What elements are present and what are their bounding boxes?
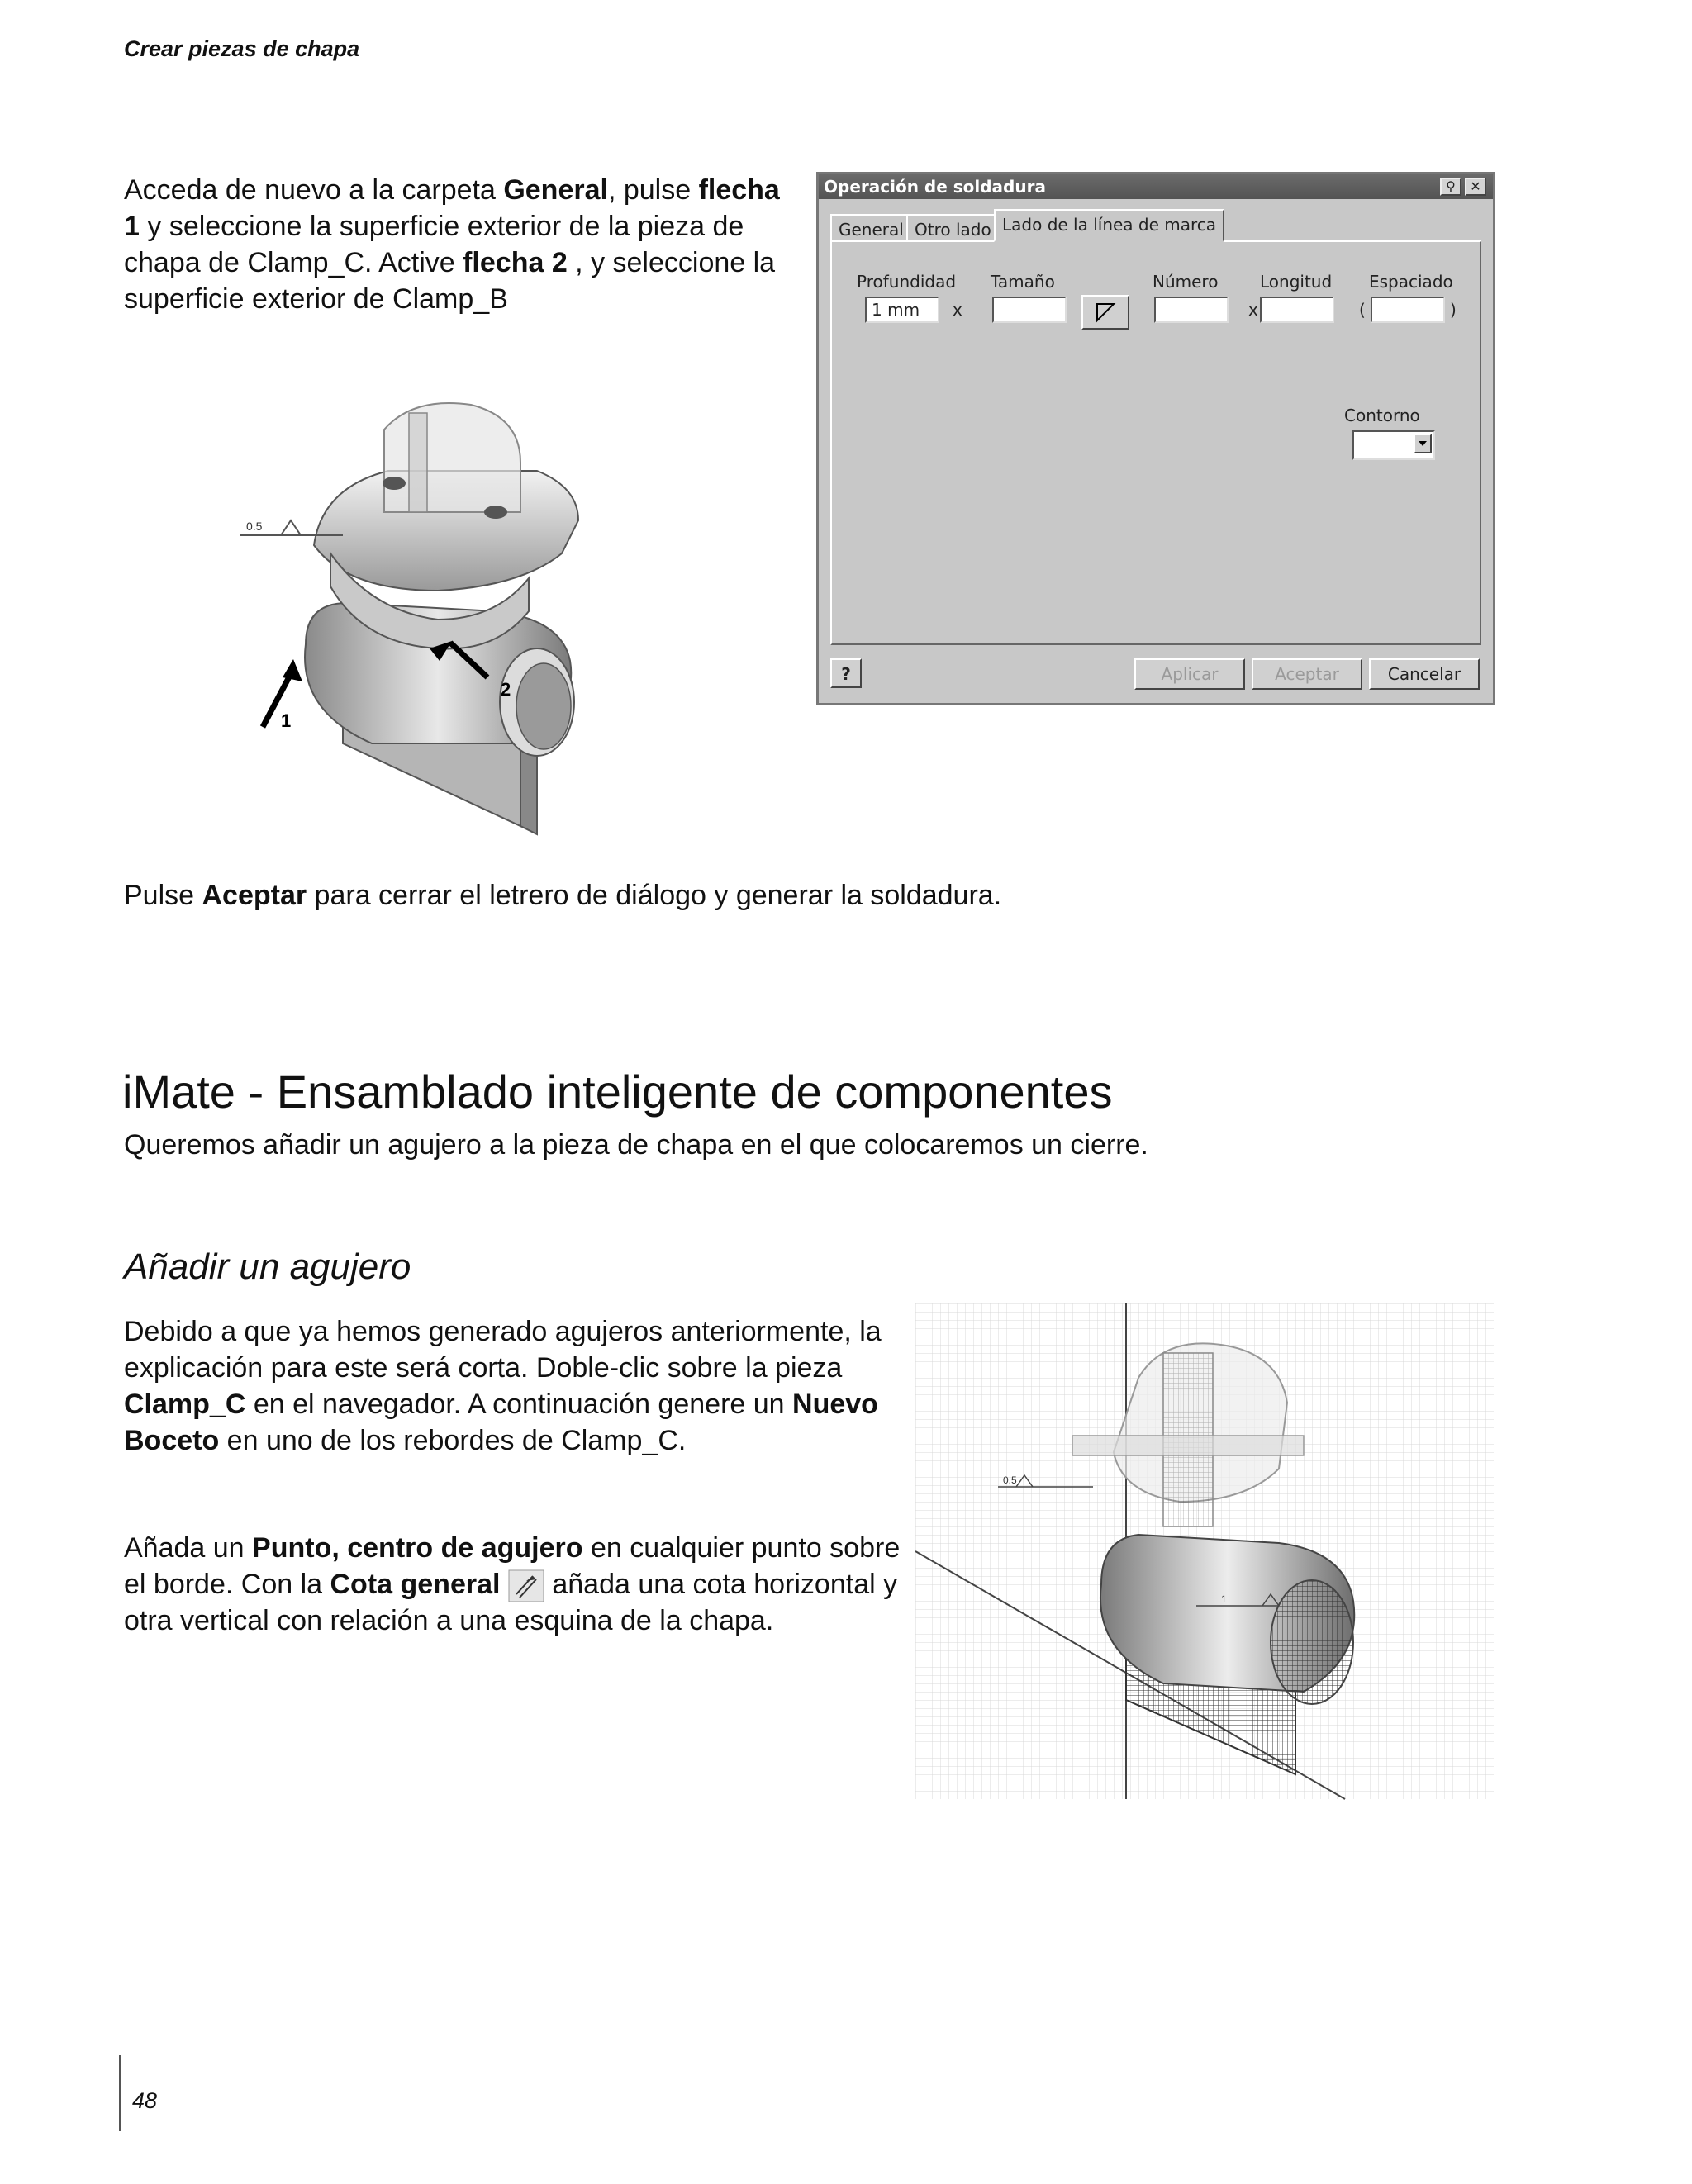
hole-paragraph-2 — [124, 1530, 901, 1639]
sketch-dim-label-a: 0.5 — [1003, 1474, 1017, 1486]
bold-term: Clamp_C — [124, 1389, 246, 1420]
bold-term: Aceptar — [202, 880, 307, 911]
weld-dim-label: 0.5 — [246, 520, 263, 533]
apply-button[interactable]: Aplicar — [1134, 658, 1245, 690]
longitud-label: Longitud — [1260, 272, 1333, 292]
chevron-down-icon[interactable] — [1414, 434, 1432, 453]
text-run: Añada un — [124, 1532, 253, 1564]
text-run — [500, 1569, 507, 1600]
text-run: en cualquier punto sobre el borde. Con la — [124, 1532, 901, 1600]
longitud-input[interactable] — [1260, 297, 1334, 323]
profundidad-input[interactable]: 1 mm — [865, 297, 939, 323]
numero-input[interactable] — [1154, 297, 1229, 323]
bold-term: flecha 2 — [463, 247, 568, 278]
espaciado-label: Espaciado — [1369, 272, 1453, 292]
text-run: para cerrar el letrero de diálogo y generar la soldadura. — [307, 880, 1002, 911]
section-subtitle: Queremos añadir un agujero a la pieza de chapa en el que colocaremos un cierre. — [124, 1129, 1148, 1161]
paren-close: ) — [1450, 300, 1457, 320]
dialog-title-bar: Operación de soldadura — [819, 174, 1493, 199]
cancel-button[interactable]: Cancelar — [1369, 658, 1480, 690]
weld-symbol-button[interactable] — [1081, 295, 1129, 330]
paren-open: ( — [1359, 300, 1366, 320]
hole-paragraph-1 — [124, 1313, 917, 1459]
bold-term: flecha 1 — [124, 174, 780, 242]
profundidad-label: Profundidad — [857, 272, 957, 292]
help-button[interactable] — [830, 658, 862, 688]
pin-icon[interactable]: ⚲ — [1440, 178, 1461, 196]
general-dimension-icon — [508, 1569, 544, 1602]
tamano-label: Tamaño — [991, 272, 1055, 292]
times-label-2: x — [1248, 300, 1258, 320]
text-run: , y seleccione la superficie exterior de Clamp_B — [124, 247, 776, 315]
intro-paragraph — [124, 172, 785, 317]
text-run: Debido a que ya hemos generado agujeros anteriormente, la explicación para este será corta. Doble-clic sobre la pieza — [124, 1316, 882, 1384]
numero-label: Número — [1153, 272, 1219, 292]
help-icon: ? — [841, 664, 851, 684]
tab-otro-lado[interactable]: Otro lado — [906, 214, 1000, 240]
bold-term: General — [503, 174, 608, 206]
bold-term: Cota general — [330, 1569, 501, 1600]
subsection-title: Añadir un agujero — [124, 1246, 411, 1287]
text-run: y seleccione la superficie exterior de la pieza de chapa de Clamp_C. Active — [124, 211, 744, 278]
text-run: en el navegador. A continuación genere un — [245, 1389, 793, 1420]
accept-instruction — [124, 877, 1528, 914]
espaciado-input[interactable] — [1371, 297, 1445, 323]
running-header: Crear piezas de chapa — [124, 36, 360, 61]
tab-general[interactable]: General — [830, 214, 912, 240]
page-margin-bar — [119, 2055, 121, 2131]
tab-lado-linea-marca[interactable]: Lado de la línea de marca — [994, 209, 1224, 242]
tamano-input[interactable] — [992, 297, 1067, 323]
section-title: iMate - Ensamblado inteligente de componentes — [122, 1066, 1113, 1118]
text-run: , pulse — [607, 174, 699, 206]
weld-operation-dialog — [816, 172, 1495, 705]
page-number: 48 — [132, 2088, 158, 2113]
arrow-2-label: 2 — [501, 679, 511, 700]
figure-weld-selection — [248, 396, 628, 834]
contorno-label: Contorno — [1344, 406, 1420, 425]
text-run: Acceda de nuevo a la carpeta — [124, 174, 504, 206]
times-label-1: x — [953, 300, 962, 320]
figure-sketch-grid — [915, 1303, 1494, 1799]
text-run: añada una cota horizontal y otra vertical con relación a una esquina de la chapa. — [124, 1569, 898, 1637]
bold-term: Punto, centro de agujero — [252, 1532, 583, 1564]
accept-button[interactable]: Aceptar — [1252, 658, 1362, 690]
text-run: en uno de los rebordes de Clamp_C. — [219, 1425, 687, 1456]
close-icon[interactable]: ✕ — [1465, 178, 1486, 196]
sketch-dim-label-b: 1 — [1221, 1593, 1227, 1605]
text-run: Pulse — [124, 880, 202, 911]
fillet-weld-icon — [1095, 301, 1116, 323]
contorno-select[interactable] — [1352, 430, 1435, 460]
arrow-1-label: 1 — [281, 710, 292, 731]
tab-panel — [830, 240, 1481, 645]
bold-term: Nuevo Boceto — [124, 1389, 878, 1456]
